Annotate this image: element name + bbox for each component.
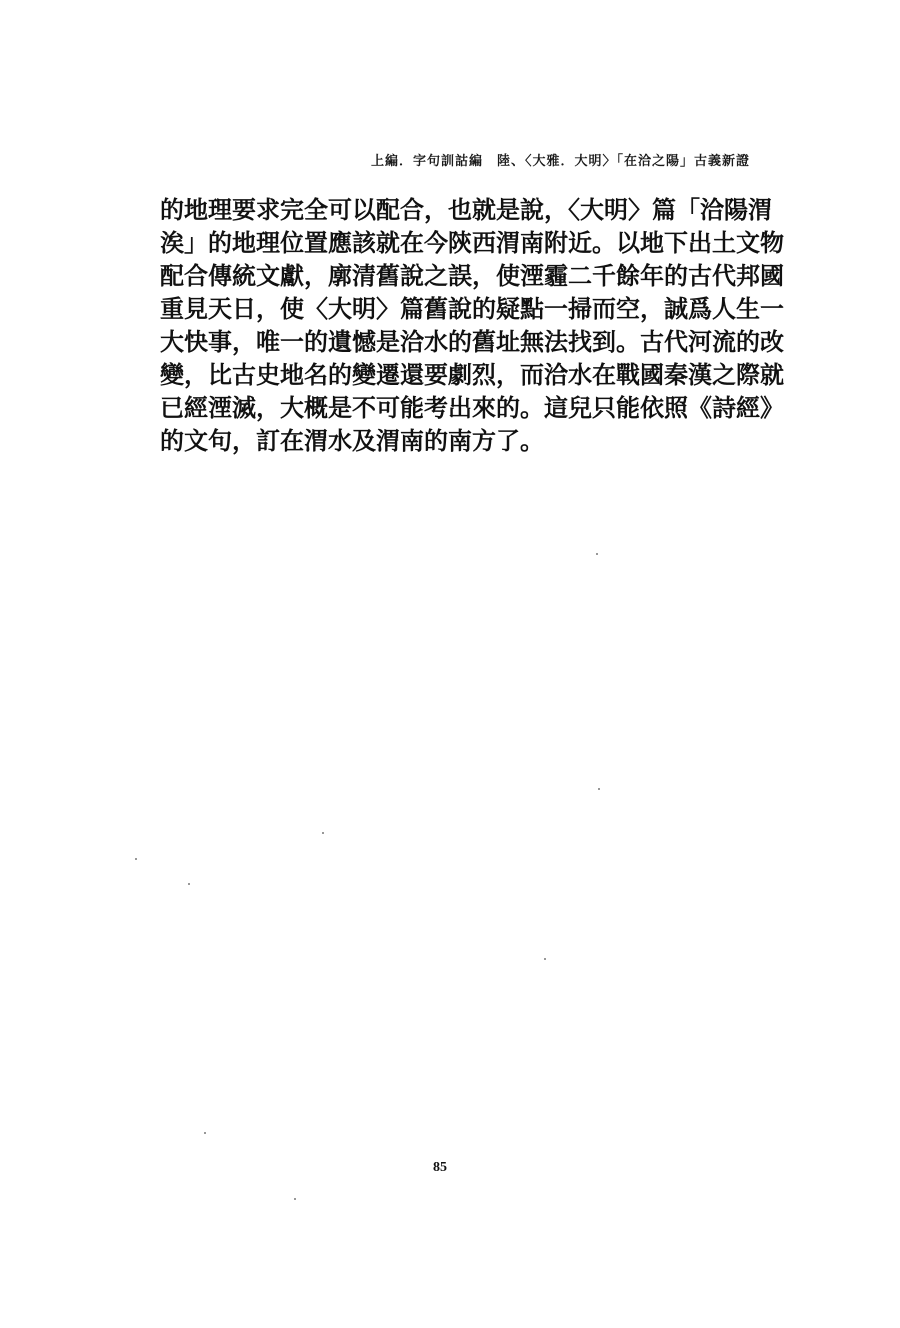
scan-speck <box>598 788 600 790</box>
text-line: 大快事，唯一的遺憾是洽水的舊址無法找到。古代河流的改 <box>160 327 784 356</box>
text-line: 已經湮滅，大概是不可能考出來的。這兒只能依照《詩經》 <box>160 393 784 422</box>
scan-speck <box>135 858 137 860</box>
scan-speck <box>596 553 598 555</box>
scan-speck <box>204 1132 206 1134</box>
scan-speck <box>188 883 190 885</box>
text-line: 的文句，訂在渭水及渭南的南方了。 <box>160 426 544 455</box>
text-line: 涘」的地理位置應該就在今陝西渭南附近。以地下出土文物 <box>160 228 784 257</box>
text-line: 的地理要求完全可以配合，也就是說，〈大明〉篇「洽陽渭 <box>160 195 772 224</box>
text-line: 配合傳統文獻，廓清舊說之誤，使湮霾二千餘年的古代邦國 <box>160 261 784 290</box>
scan-speck <box>544 958 546 960</box>
scan-speck <box>294 1198 296 1200</box>
body-paragraph <box>160 193 784 457</box>
page-number: 85 <box>433 1160 447 1175</box>
text-line: 變，比古史地名的變遷還要劇烈，而洽水在戰國秦漢之際就 <box>160 360 784 389</box>
running-header: 上編．字句訓詁編 陸、〈大雅．大明〉「在洽之陽」古義新證 <box>370 154 750 169</box>
text-line: 重見天日，使〈大明〉篇舊說的疑點一掃而空，誠爲人生一 <box>160 294 784 323</box>
scan-speck <box>322 832 324 834</box>
